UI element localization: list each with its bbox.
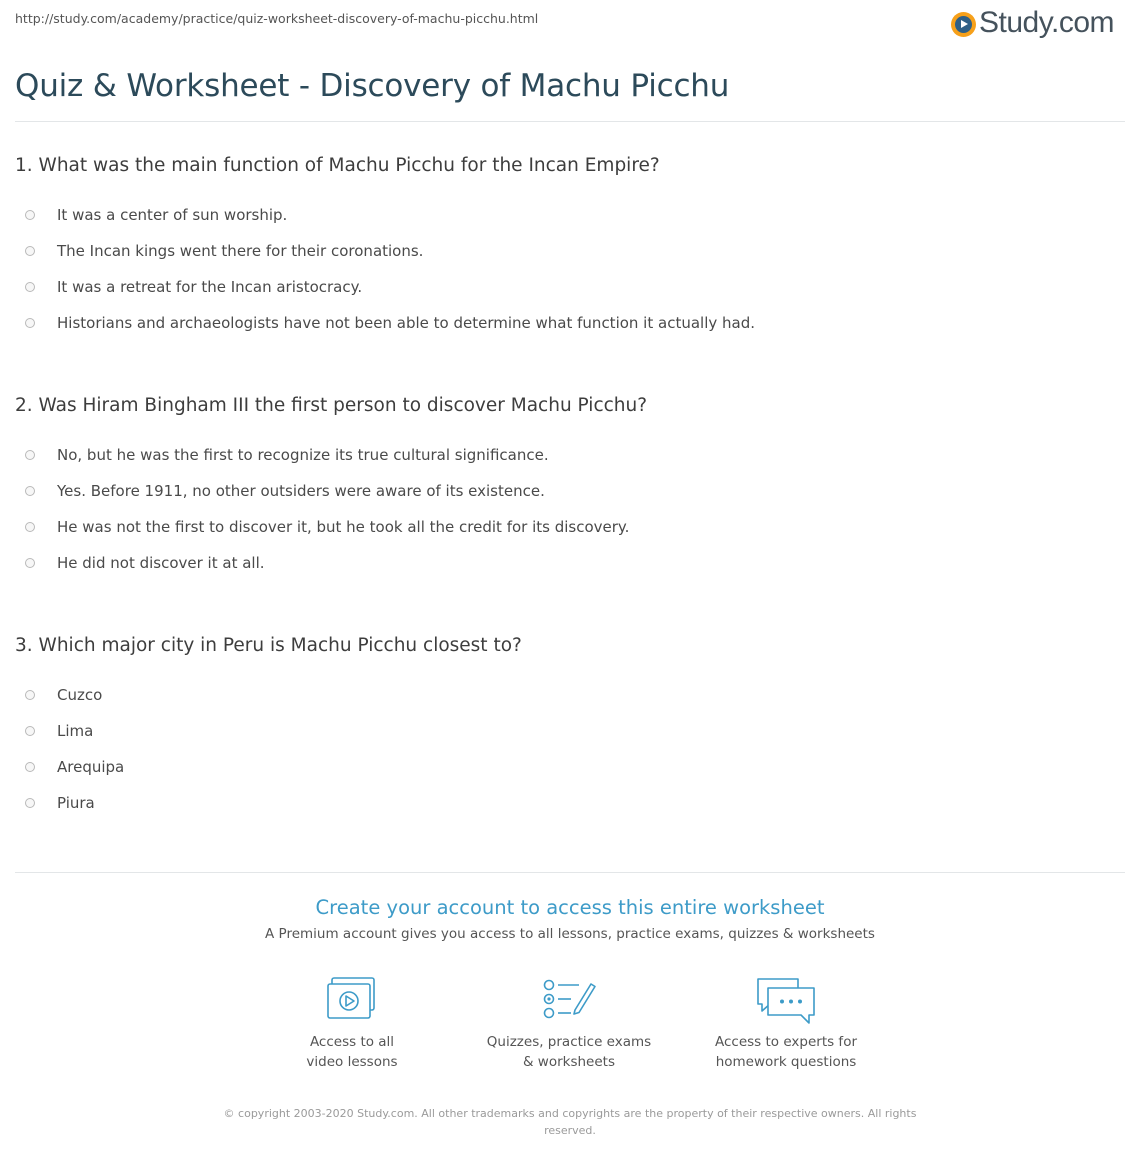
option-label: Arequipa	[57, 758, 125, 776]
feature-experts	[686, 976, 886, 1072]
feature-video-lessons	[252, 976, 452, 1072]
option-label: Historians and archaeologists have not been able to determine what function it actually had.	[57, 314, 755, 332]
feature-quizzes	[469, 976, 669, 1072]
page-title: Quiz & Worksheet - Discovery of Machu Picchu	[15, 68, 730, 104]
play-circle-icon	[951, 12, 976, 37]
logo-text: Study.com	[979, 6, 1114, 39]
question-text: 3. Which major city in Peru is Machu Picchu closest to?	[15, 635, 522, 656]
answer-options	[15, 193, 1115, 345]
title-divider	[15, 121, 1125, 122]
answer-options	[15, 433, 1115, 585]
radio-button[interactable]	[25, 726, 35, 736]
quiz-checklist-icon	[541, 976, 597, 1022]
radio-button[interactable]	[25, 690, 35, 700]
question-text: 1. What was the main function of Machu Picchu for the Incan Empire?	[15, 155, 660, 176]
question-3	[15, 635, 1115, 825]
create-account-link[interactable]: Create your account to access this entire worksheet	[315, 896, 825, 919]
study-logo[interactable]	[951, 6, 1114, 40]
radio-button[interactable]	[25, 450, 35, 460]
cta-subtitle: A Premium account gives you access to all lessons, practice exams, quizzes & worksheets	[265, 926, 875, 942]
radio-button[interactable]	[25, 486, 35, 496]
radio-button[interactable]	[25, 246, 35, 256]
option-label: Yes. Before 1911, no other outsiders were aware of its existence.	[57, 482, 545, 500]
feature-label: Access to experts for homework questions	[714, 1034, 857, 1070]
option-label: No, but he was the first to recognize its true cultural significance.	[57, 446, 549, 464]
radio-button[interactable]	[25, 210, 35, 220]
radio-button[interactable]	[25, 558, 35, 568]
radio-button[interactable]	[25, 318, 35, 328]
answer-option[interactable]	[15, 781, 1115, 825]
radio-button[interactable]	[25, 522, 35, 532]
option-label: He did not discover it at all.	[57, 554, 265, 572]
copyright-footer: © copyright 2003-2020 Study.com. All other trademarks and copyrights are the property of their respective owners. All rights reserved.	[223, 1107, 917, 1137]
option-label: Lima	[57, 722, 94, 740]
answer-option[interactable]	[15, 301, 1115, 345]
radio-button[interactable]	[25, 762, 35, 772]
option-label: The Incan kings went there for their coronations.	[57, 242, 424, 260]
option-label: Cuzco	[57, 686, 103, 704]
answer-options	[15, 673, 1115, 825]
question-1	[15, 155, 1115, 345]
option-label: It was a retreat for the Incan aristocracy.	[57, 278, 363, 296]
video-lessons-icon	[326, 976, 378, 1022]
option-label: Piura	[57, 794, 95, 812]
page-url: http://study.com/academy/practice/quiz-worksheet-discovery-of-machu-picchu.html	[15, 11, 539, 26]
question-2	[15, 395, 1115, 585]
option-label: He was not the first to discover it, but he took all the credit for its discovery.	[57, 518, 630, 536]
feature-label: Access to all video lessons	[306, 1034, 398, 1070]
chat-bubbles-icon	[754, 976, 818, 1028]
option-label: It was a center of sun worship.	[57, 206, 288, 224]
radio-button[interactable]	[25, 798, 35, 808]
top-bar	[0, 0, 1140, 50]
answer-option[interactable]	[15, 541, 1115, 585]
feature-label: Quizzes, practice exams & worksheets	[486, 1034, 652, 1070]
question-text: 2. Was Hiram Bingham III the first person to discover Machu Picchu?	[15, 395, 648, 416]
radio-button[interactable]	[25, 282, 35, 292]
questions-divider	[15, 872, 1125, 873]
